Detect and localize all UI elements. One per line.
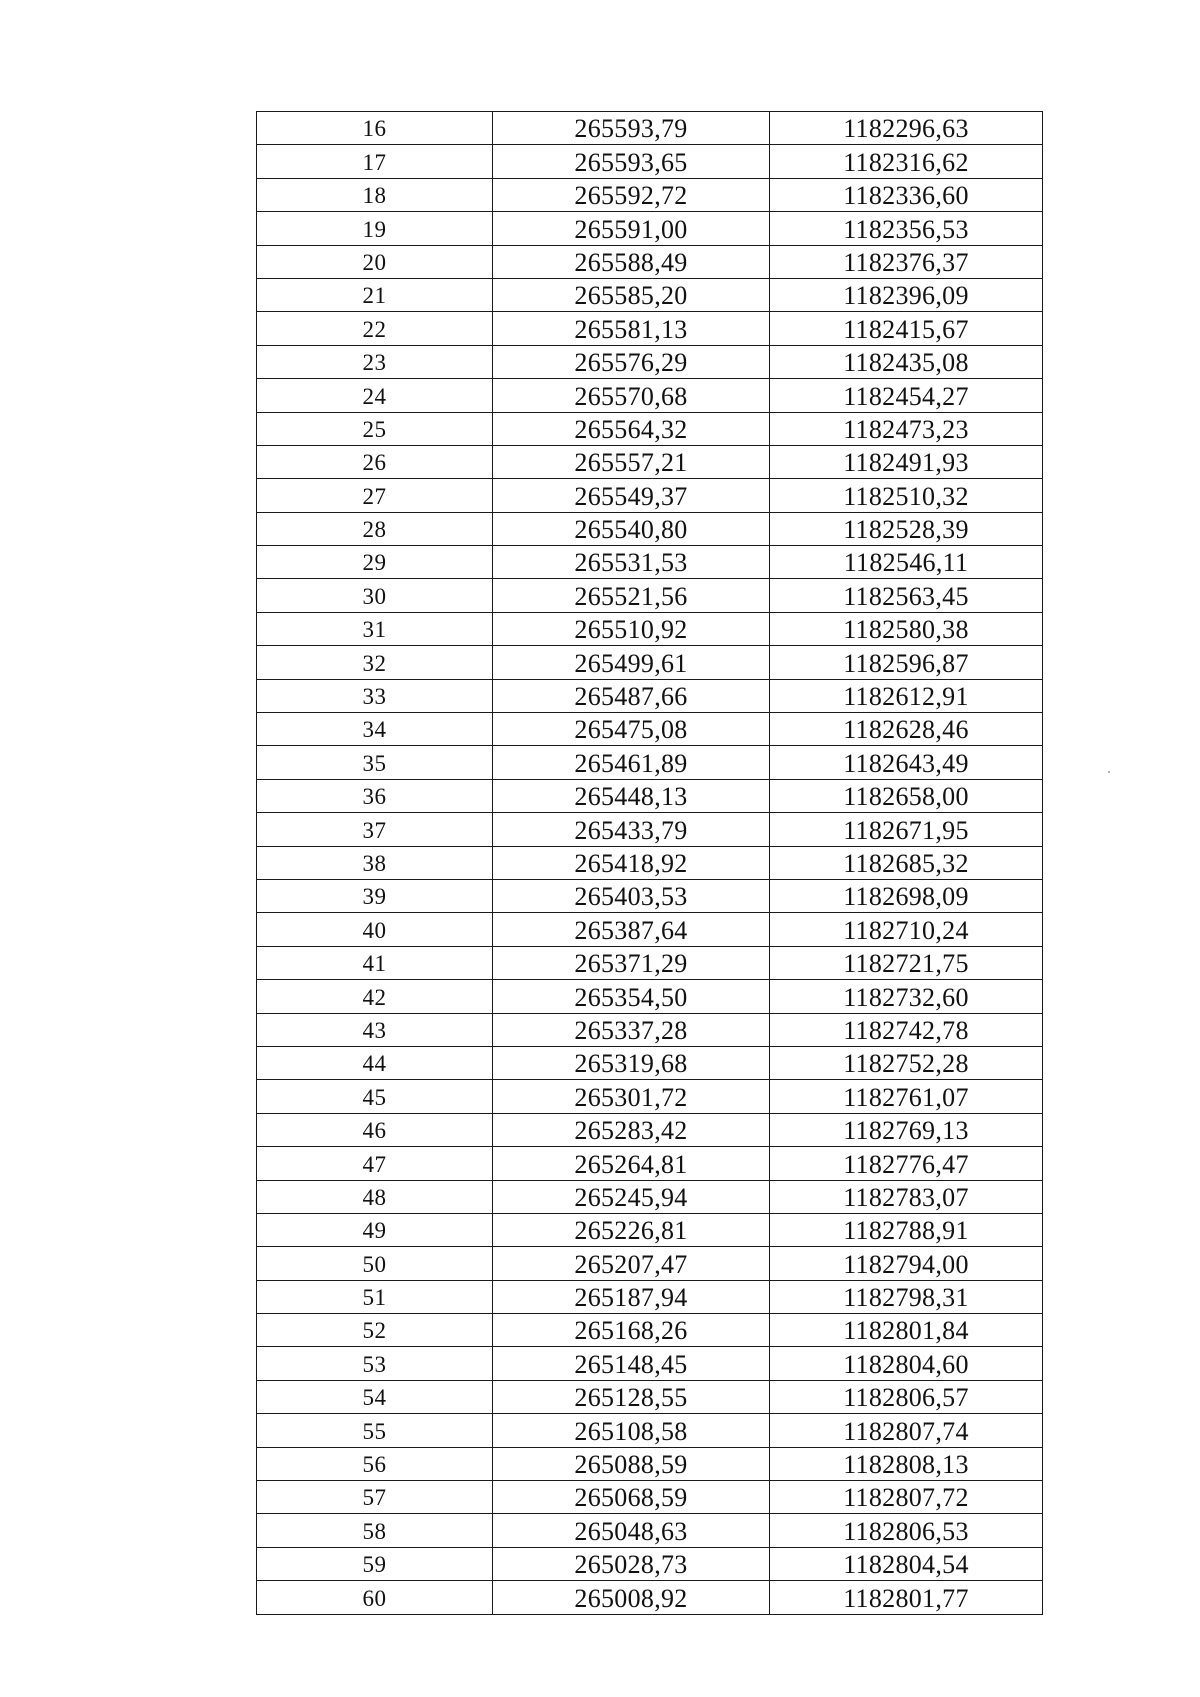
- table-row: [257, 1447, 1043, 1480]
- x-coordinate-cell: 265592,72: [493, 178, 770, 211]
- point-number-cell: 34: [257, 713, 493, 746]
- x-coordinate-cell: 265264,81: [493, 1147, 770, 1180]
- x-coordinate-cell: 265593,65: [493, 145, 770, 178]
- y-coordinate-cell: 1182806,57: [770, 1380, 1043, 1413]
- table-row: [257, 846, 1043, 879]
- x-coordinate-cell: 265549,37: [493, 479, 770, 512]
- point-number-cell: 36: [257, 779, 493, 812]
- x-coordinate-cell: 265531,53: [493, 546, 770, 579]
- x-coordinate-cell: 265581,13: [493, 312, 770, 345]
- point-number-cell: 46: [257, 1113, 493, 1146]
- y-coordinate-cell: 1182658,00: [770, 779, 1043, 812]
- x-coordinate-cell: 265387,64: [493, 913, 770, 946]
- x-coordinate-cell: 265128,55: [493, 1380, 770, 1413]
- table-row: [257, 612, 1043, 645]
- table-row: [257, 178, 1043, 211]
- table-row: [257, 212, 1043, 245]
- x-coordinate-cell: 265585,20: [493, 278, 770, 311]
- point-number-cell: 52: [257, 1314, 493, 1347]
- y-coordinate-cell: 1182801,77: [770, 1581, 1043, 1614]
- y-coordinate-cell: 1182528,39: [770, 512, 1043, 545]
- point-number-cell: 40: [257, 913, 493, 946]
- x-coordinate-cell: 265068,59: [493, 1481, 770, 1514]
- table-row: [257, 1147, 1043, 1180]
- point-number-cell: 20: [257, 245, 493, 278]
- x-coordinate-cell: 265028,73: [493, 1547, 770, 1580]
- table-row: [257, 1380, 1043, 1413]
- table-row: [257, 813, 1043, 846]
- y-coordinate-cell: 1182798,31: [770, 1280, 1043, 1313]
- coordinates-table: [256, 111, 1043, 1615]
- x-coordinate-cell: 265588,49: [493, 245, 770, 278]
- table-row: [257, 1414, 1043, 1447]
- x-coordinate-cell: 265576,29: [493, 345, 770, 378]
- x-coordinate-cell: 265521,56: [493, 579, 770, 612]
- x-coordinate-cell: 265591,00: [493, 212, 770, 245]
- table-row: [257, 546, 1043, 579]
- point-number-cell: 27: [257, 479, 493, 512]
- point-number-cell: 41: [257, 946, 493, 979]
- point-number-cell: 44: [257, 1046, 493, 1079]
- y-coordinate-cell: 1182316,62: [770, 145, 1043, 178]
- point-number-cell: 55: [257, 1414, 493, 1447]
- table-row: [257, 479, 1043, 512]
- table-row: [257, 1347, 1043, 1380]
- y-coordinate-cell: 1182801,84: [770, 1314, 1043, 1347]
- table-row: [257, 1247, 1043, 1280]
- y-coordinate-cell: 1182546,11: [770, 546, 1043, 579]
- point-number-cell: 45: [257, 1080, 493, 1113]
- x-coordinate-cell: 265487,66: [493, 679, 770, 712]
- y-coordinate-cell: 1182804,60: [770, 1347, 1043, 1380]
- point-number-cell: 33: [257, 679, 493, 712]
- table-row: [257, 1180, 1043, 1213]
- table-row: [257, 145, 1043, 178]
- point-number-cell: 54: [257, 1380, 493, 1413]
- y-coordinate-cell: 1182596,87: [770, 646, 1043, 679]
- point-number-cell: 39: [257, 879, 493, 912]
- point-number-cell: 60: [257, 1581, 493, 1614]
- y-coordinate-cell: 1182807,72: [770, 1481, 1043, 1514]
- x-coordinate-cell: 265403,53: [493, 879, 770, 912]
- table-row: [257, 112, 1043, 145]
- y-coordinate-cell: 1182761,07: [770, 1080, 1043, 1113]
- x-coordinate-cell: 265301,72: [493, 1080, 770, 1113]
- point-number-cell: 48: [257, 1180, 493, 1213]
- y-coordinate-cell: 1182356,53: [770, 212, 1043, 245]
- point-number-cell: 31: [257, 612, 493, 645]
- table-row: [257, 278, 1043, 311]
- point-number-cell: 18: [257, 178, 493, 211]
- x-coordinate-cell: 265245,94: [493, 1180, 770, 1213]
- table-row: [257, 1581, 1043, 1614]
- y-coordinate-cell: 1182491,93: [770, 445, 1043, 478]
- point-number-cell: 29: [257, 546, 493, 579]
- x-coordinate-cell: 265008,92: [493, 1581, 770, 1614]
- y-coordinate-cell: 1182643,49: [770, 746, 1043, 779]
- y-coordinate-cell: 1182296,63: [770, 112, 1043, 145]
- x-coordinate-cell: 265168,26: [493, 1314, 770, 1347]
- point-number-cell: 56: [257, 1447, 493, 1480]
- y-coordinate-cell: 1182721,75: [770, 946, 1043, 979]
- point-number-cell: 17: [257, 145, 493, 178]
- y-coordinate-cell: 1182794,00: [770, 1247, 1043, 1280]
- y-coordinate-cell: 1182454,27: [770, 379, 1043, 412]
- point-number-cell: 35: [257, 746, 493, 779]
- point-number-cell: 47: [257, 1147, 493, 1180]
- x-coordinate-cell: 265148,45: [493, 1347, 770, 1380]
- table-row: [257, 1280, 1043, 1313]
- y-coordinate-cell: 1182742,78: [770, 1013, 1043, 1046]
- y-coordinate-cell: 1182671,95: [770, 813, 1043, 846]
- x-coordinate-cell: 265319,68: [493, 1046, 770, 1079]
- x-coordinate-cell: 265418,92: [493, 846, 770, 879]
- point-number-cell: 21: [257, 278, 493, 311]
- table-row: [257, 1481, 1043, 1514]
- table-row: [257, 779, 1043, 812]
- y-coordinate-cell: 1182698,09: [770, 879, 1043, 912]
- table-row: [257, 1314, 1043, 1347]
- x-coordinate-cell: 265283,42: [493, 1113, 770, 1146]
- table-row: [257, 312, 1043, 345]
- table-row: [257, 679, 1043, 712]
- x-coordinate-cell: 265448,13: [493, 779, 770, 812]
- scan-speck: [1108, 771, 1110, 773]
- point-number-cell: 53: [257, 1347, 493, 1380]
- x-coordinate-cell: 265570,68: [493, 379, 770, 412]
- point-number-cell: 57: [257, 1481, 493, 1514]
- point-number-cell: 24: [257, 379, 493, 412]
- y-coordinate-cell: 1182788,91: [770, 1213, 1043, 1246]
- y-coordinate-cell: 1182783,07: [770, 1180, 1043, 1213]
- table-row: [257, 412, 1043, 445]
- x-coordinate-cell: 265088,59: [493, 1447, 770, 1480]
- y-coordinate-cell: 1182415,67: [770, 312, 1043, 345]
- y-coordinate-cell: 1182806,53: [770, 1514, 1043, 1547]
- y-coordinate-cell: 1182628,46: [770, 713, 1043, 746]
- table-row: [257, 946, 1043, 979]
- y-coordinate-cell: 1182752,28: [770, 1046, 1043, 1079]
- table-row: [257, 1013, 1043, 1046]
- point-number-cell: 28: [257, 512, 493, 545]
- table-row: [257, 1213, 1043, 1246]
- x-coordinate-cell: 265540,80: [493, 512, 770, 545]
- y-coordinate-cell: 1182473,23: [770, 412, 1043, 445]
- point-number-cell: 42: [257, 980, 493, 1013]
- point-number-cell: 59: [257, 1547, 493, 1580]
- table-row: [257, 746, 1043, 779]
- x-coordinate-cell: 265048,63: [493, 1514, 770, 1547]
- table-row: [257, 913, 1043, 946]
- y-coordinate-cell: 1182612,91: [770, 679, 1043, 712]
- table-row: [257, 1046, 1043, 1079]
- x-coordinate-cell: 265510,92: [493, 612, 770, 645]
- point-number-cell: 50: [257, 1247, 493, 1280]
- x-coordinate-cell: 265108,58: [493, 1414, 770, 1447]
- point-number-cell: 26: [257, 445, 493, 478]
- point-number-cell: 22: [257, 312, 493, 345]
- table-row: [257, 980, 1043, 1013]
- y-coordinate-cell: 1182769,13: [770, 1113, 1043, 1146]
- x-coordinate-cell: 265461,89: [493, 746, 770, 779]
- point-number-cell: 25: [257, 412, 493, 445]
- table-row: [257, 646, 1043, 679]
- y-coordinate-cell: 1182510,32: [770, 479, 1043, 512]
- point-number-cell: 16: [257, 112, 493, 145]
- table-row: [257, 1547, 1043, 1580]
- table-row: [257, 1113, 1043, 1146]
- coordinates-table-body: [257, 112, 1043, 1615]
- y-coordinate-cell: 1182804,54: [770, 1547, 1043, 1580]
- x-coordinate-cell: 265354,50: [493, 980, 770, 1013]
- table-row: [257, 512, 1043, 545]
- table-row: [257, 579, 1043, 612]
- y-coordinate-cell: 1182710,24: [770, 913, 1043, 946]
- y-coordinate-cell: 1182563,45: [770, 579, 1043, 612]
- y-coordinate-cell: 1182732,60: [770, 980, 1043, 1013]
- y-coordinate-cell: 1182435,08: [770, 345, 1043, 378]
- x-coordinate-cell: 265226,81: [493, 1213, 770, 1246]
- point-number-cell: 23: [257, 345, 493, 378]
- x-coordinate-cell: 265564,32: [493, 412, 770, 445]
- y-coordinate-cell: 1182807,74: [770, 1414, 1043, 1447]
- table-row: [257, 345, 1043, 378]
- point-number-cell: 30: [257, 579, 493, 612]
- x-coordinate-cell: 265207,47: [493, 1247, 770, 1280]
- x-coordinate-cell: 265187,94: [493, 1280, 770, 1313]
- y-coordinate-cell: 1182580,38: [770, 612, 1043, 645]
- table-row: [257, 379, 1043, 412]
- table-row: [257, 1080, 1043, 1113]
- point-number-cell: 51: [257, 1280, 493, 1313]
- table-row: [257, 245, 1043, 278]
- y-coordinate-cell: 1182776,47: [770, 1147, 1043, 1180]
- point-number-cell: 32: [257, 646, 493, 679]
- point-number-cell: 49: [257, 1213, 493, 1246]
- x-coordinate-cell: 265593,79: [493, 112, 770, 145]
- x-coordinate-cell: 265475,08: [493, 713, 770, 746]
- table-row: [257, 445, 1043, 478]
- y-coordinate-cell: 1182808,13: [770, 1447, 1043, 1480]
- table-row: [257, 713, 1043, 746]
- x-coordinate-cell: 265433,79: [493, 813, 770, 846]
- point-number-cell: 37: [257, 813, 493, 846]
- y-coordinate-cell: 1182685,32: [770, 846, 1043, 879]
- point-number-cell: 19: [257, 212, 493, 245]
- x-coordinate-cell: 265337,28: [493, 1013, 770, 1046]
- x-coordinate-cell: 265371,29: [493, 946, 770, 979]
- point-number-cell: 43: [257, 1013, 493, 1046]
- table-row: [257, 1514, 1043, 1547]
- y-coordinate-cell: 1182336,60: [770, 178, 1043, 211]
- x-coordinate-cell: 265499,61: [493, 646, 770, 679]
- point-number-cell: 58: [257, 1514, 493, 1547]
- x-coordinate-cell: 265557,21: [493, 445, 770, 478]
- point-number-cell: 38: [257, 846, 493, 879]
- table-row: [257, 879, 1043, 912]
- y-coordinate-cell: 1182396,09: [770, 278, 1043, 311]
- y-coordinate-cell: 1182376,37: [770, 245, 1043, 278]
